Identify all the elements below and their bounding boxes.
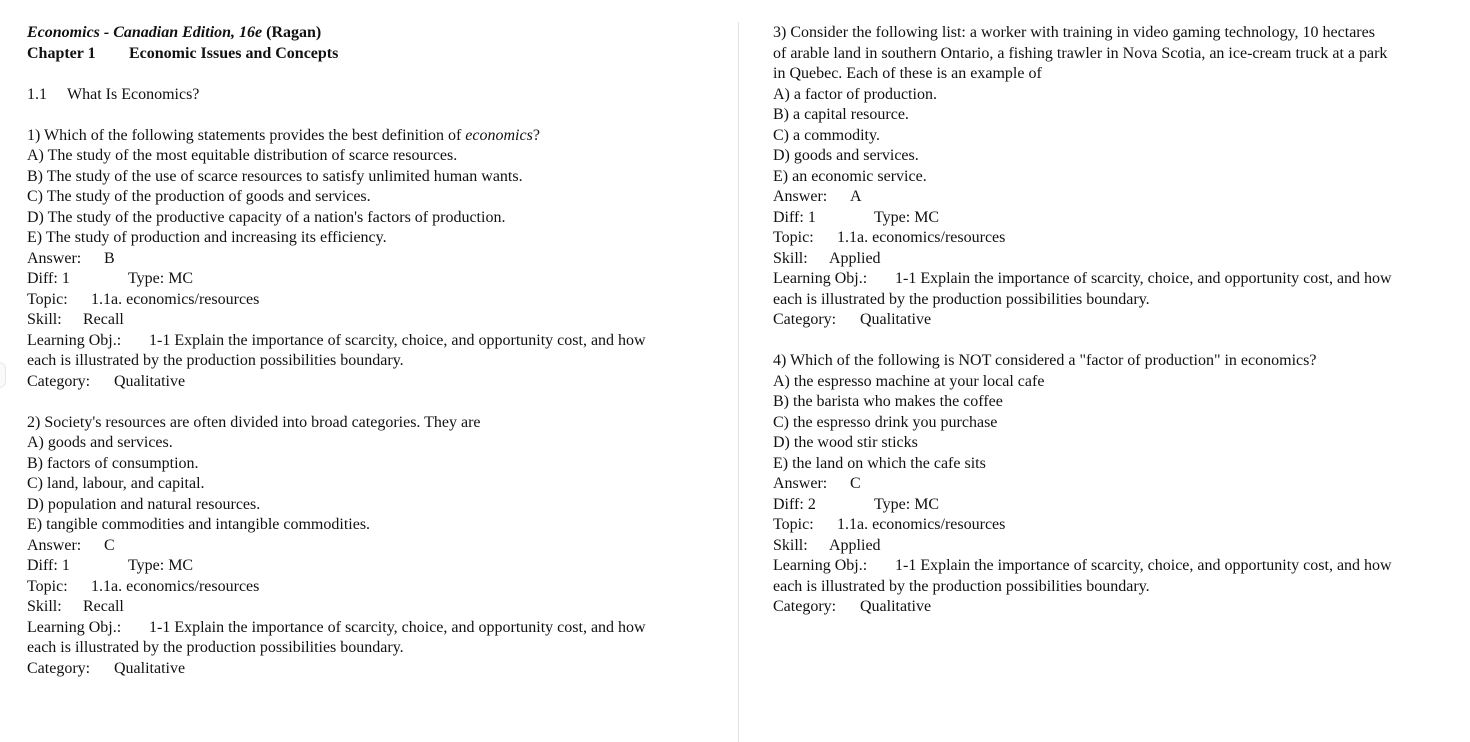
topic-value: 1.1a. economics/resources (91, 290, 260, 308)
question-text-part: 1) Which of the following statements provides the best definition of (27, 126, 466, 144)
answer-label: Answer: (773, 475, 828, 492)
left-column (27, 23, 727, 679)
option-a: A) a factor of production. (773, 85, 937, 103)
page-edge-handle[interactable] (0, 362, 6, 388)
diff-label: Diff: (27, 270, 58, 287)
option-e: E) tangible commodities and intangible commodities. (27, 516, 371, 533)
diff-type-line (773, 495, 1463, 516)
answer-value: C (104, 536, 115, 554)
category-value: Qualitative (114, 659, 186, 677)
skill-label: Skill: (773, 249, 808, 267)
diff-field (773, 208, 874, 229)
chapter-title: Economic Issues and Concepts (129, 44, 339, 62)
answer-value: C (850, 475, 861, 492)
type-value: MC (168, 270, 194, 287)
skill-value: Applied (829, 536, 881, 554)
category-label: Category: (27, 372, 91, 390)
skill-value: Applied (829, 249, 881, 267)
learning-obj-label: Learning Obj.: (773, 557, 868, 574)
type-label: Type: (128, 557, 165, 574)
skill-line (773, 536, 1463, 557)
question-text-part: ? (532, 126, 540, 144)
category-line (773, 310, 1463, 331)
skill-line (27, 597, 727, 618)
topic-line (27, 577, 727, 598)
topic-label: Topic: (27, 577, 68, 595)
option-a: A) goods and services. (27, 434, 173, 451)
topic-value: 1.1a. economics/resources (837, 516, 1006, 533)
category-value: Qualitative (860, 311, 932, 328)
type-label: Type: (874, 495, 911, 513)
topic-line (773, 515, 1463, 536)
topic-line (773, 228, 1463, 249)
option-c: C) The study of the production of goods and services. (27, 188, 371, 205)
category-line (773, 597, 1463, 618)
skill-label: Skill: (27, 311, 62, 328)
category-value: Qualitative (860, 598, 932, 615)
option-d: D) The study of the productive capacity of a nation's factors of production. (27, 208, 506, 226)
page-right (739, 0, 1470, 742)
skill-value: Recall (83, 598, 124, 615)
learning-obj-continuation: each is illustrated by the production possibilities boundary. (27, 639, 404, 656)
learning-obj-continuation: each is illustrated by the production possibilities boundary. (27, 352, 404, 369)
book-author: (Ragan) (266, 24, 322, 41)
option-c: C) a commodity. (773, 126, 880, 144)
question-text-continuation: of arable land in southern Ontario, a fishing trawler in Nova Scotia, an ice-cream truck at a park (773, 44, 1388, 62)
topic-value: 1.1a. economics/resources (837, 229, 1006, 246)
diff-value: 2 (807, 495, 816, 513)
answer-line (27, 249, 727, 270)
section-heading (27, 85, 727, 106)
option-c: C) land, labour, and capital. (27, 475, 205, 492)
question-block-4 (773, 351, 1463, 618)
answer-line (27, 536, 727, 557)
learning-obj-value: 1-1 Explain the importance of scarcity, choice, and opportunity cost, and how (149, 331, 646, 349)
question-text: 2) Society's resources are often divided into broad categories. They are (27, 413, 481, 431)
learning-obj-line (27, 331, 727, 352)
type-label: Type: (874, 208, 911, 226)
diff-type-line (27, 269, 727, 290)
answer-line (773, 187, 1463, 208)
section-number: 1.1 (27, 85, 47, 103)
type-value: MC (168, 557, 194, 574)
diff-field (773, 495, 874, 516)
option-a: A) the espresso machine at your local cafe (773, 372, 1045, 390)
book-title-line (27, 23, 727, 44)
question-block-2 (27, 413, 727, 680)
question-text-continuation: in Quebec. Each of these is an example of (773, 65, 1042, 82)
learning-obj-label: Learning Obj.: (27, 618, 122, 636)
category-label: Category: (773, 311, 837, 328)
category-line (27, 659, 727, 680)
learning-obj-line (27, 618, 727, 639)
option-b: B) factors of consumption. (27, 454, 199, 472)
skill-label: Skill: (773, 536, 808, 554)
skill-line (773, 249, 1463, 270)
learning-obj-line (773, 556, 1463, 577)
option-b: B) the barista who makes the coffee (773, 393, 1003, 410)
answer-label: Answer: (27, 249, 82, 267)
type-value: MC (914, 495, 940, 513)
category-line (27, 372, 727, 393)
topic-label: Topic: (27, 290, 68, 308)
topic-label: Topic: (773, 516, 814, 533)
option-e: E) The study of production and increasing its efficiency. (27, 229, 387, 246)
book-title: Economics - Canadian Edition, 16e (27, 24, 263, 41)
diff-type-line (27, 556, 727, 577)
category-label: Category: (27, 659, 91, 677)
learning-obj-label: Learning Obj.: (773, 270, 868, 287)
answer-value: B (104, 249, 115, 267)
skill-label: Skill: (27, 598, 62, 615)
question-text: 4) Which of the following is NOT considered a "factor of production" in economics? (773, 352, 1317, 369)
diff-value: 1 (807, 208, 816, 226)
learning-obj-value: 1-1 Explain the importance of scarcity, choice, and opportunity cost, and how (149, 618, 646, 636)
option-d: D) goods and services. (773, 147, 919, 164)
option-d: D) the wood stir sticks (773, 434, 918, 451)
topic-label: Topic: (773, 229, 814, 246)
right-column (773, 23, 1463, 618)
category-value: Qualitative (114, 372, 186, 390)
answer-value: A (850, 188, 862, 205)
diff-value: 1 (61, 270, 70, 287)
chapter-heading (27, 44, 727, 65)
diff-field (27, 269, 128, 290)
learning-obj-continuation: each is illustrated by the production possibilities boundary. (773, 577, 1150, 595)
diff-label: Diff: (27, 557, 58, 574)
learning-obj-value: 1-1 Explain the importance of scarcity, choice, and opportunity cost, and how (895, 557, 1392, 574)
skill-line (27, 310, 727, 331)
option-a: A) The study of the most equitable distribution of scarce resources. (27, 147, 458, 164)
learning-obj-continuation: each is illustrated by the production possibilities boundary. (773, 290, 1150, 308)
category-label: Category: (773, 598, 837, 615)
question-text: 3) Consider the following list: a worker with training in video gaming technology, 10 hectares (773, 24, 1375, 41)
diff-field (27, 556, 128, 577)
skill-value: Recall (83, 311, 124, 328)
section-title: What Is Economics? (67, 85, 200, 103)
diff-label: Diff: (773, 495, 804, 513)
diff-type-line (773, 208, 1463, 229)
question-emphasis: economics (465, 126, 533, 144)
answer-line (773, 474, 1463, 495)
type-label: Type: (128, 270, 165, 287)
topic-line (27, 290, 727, 311)
type-value: MC (914, 208, 940, 226)
option-b: B) The study of the use of scarce resources to satisfy unlimited human wants. (27, 167, 523, 185)
answer-label: Answer: (27, 536, 82, 554)
learning-obj-label: Learning Obj.: (27, 331, 122, 349)
chapter-label: Chapter 1 (27, 44, 96, 62)
option-b: B) a capital resource. (773, 106, 909, 123)
option-d: D) population and natural resources. (27, 495, 261, 513)
diff-label: Diff: (773, 208, 804, 226)
question-block-1 (27, 126, 727, 393)
answer-label: Answer: (773, 188, 828, 205)
option-e: E) the land on which the cafe sits (773, 454, 986, 472)
option-e: E) an economic service. (773, 167, 927, 185)
question-block-3 (773, 23, 1463, 331)
option-c: C) the espresso drink you purchase (773, 413, 998, 431)
learning-obj-value: 1-1 Explain the importance of scarcity, choice, and opportunity cost, and how (895, 270, 1392, 287)
learning-obj-line (773, 269, 1463, 290)
topic-value: 1.1a. economics/resources (91, 577, 260, 595)
question-text (27, 126, 727, 147)
diff-value: 1 (61, 557, 70, 574)
